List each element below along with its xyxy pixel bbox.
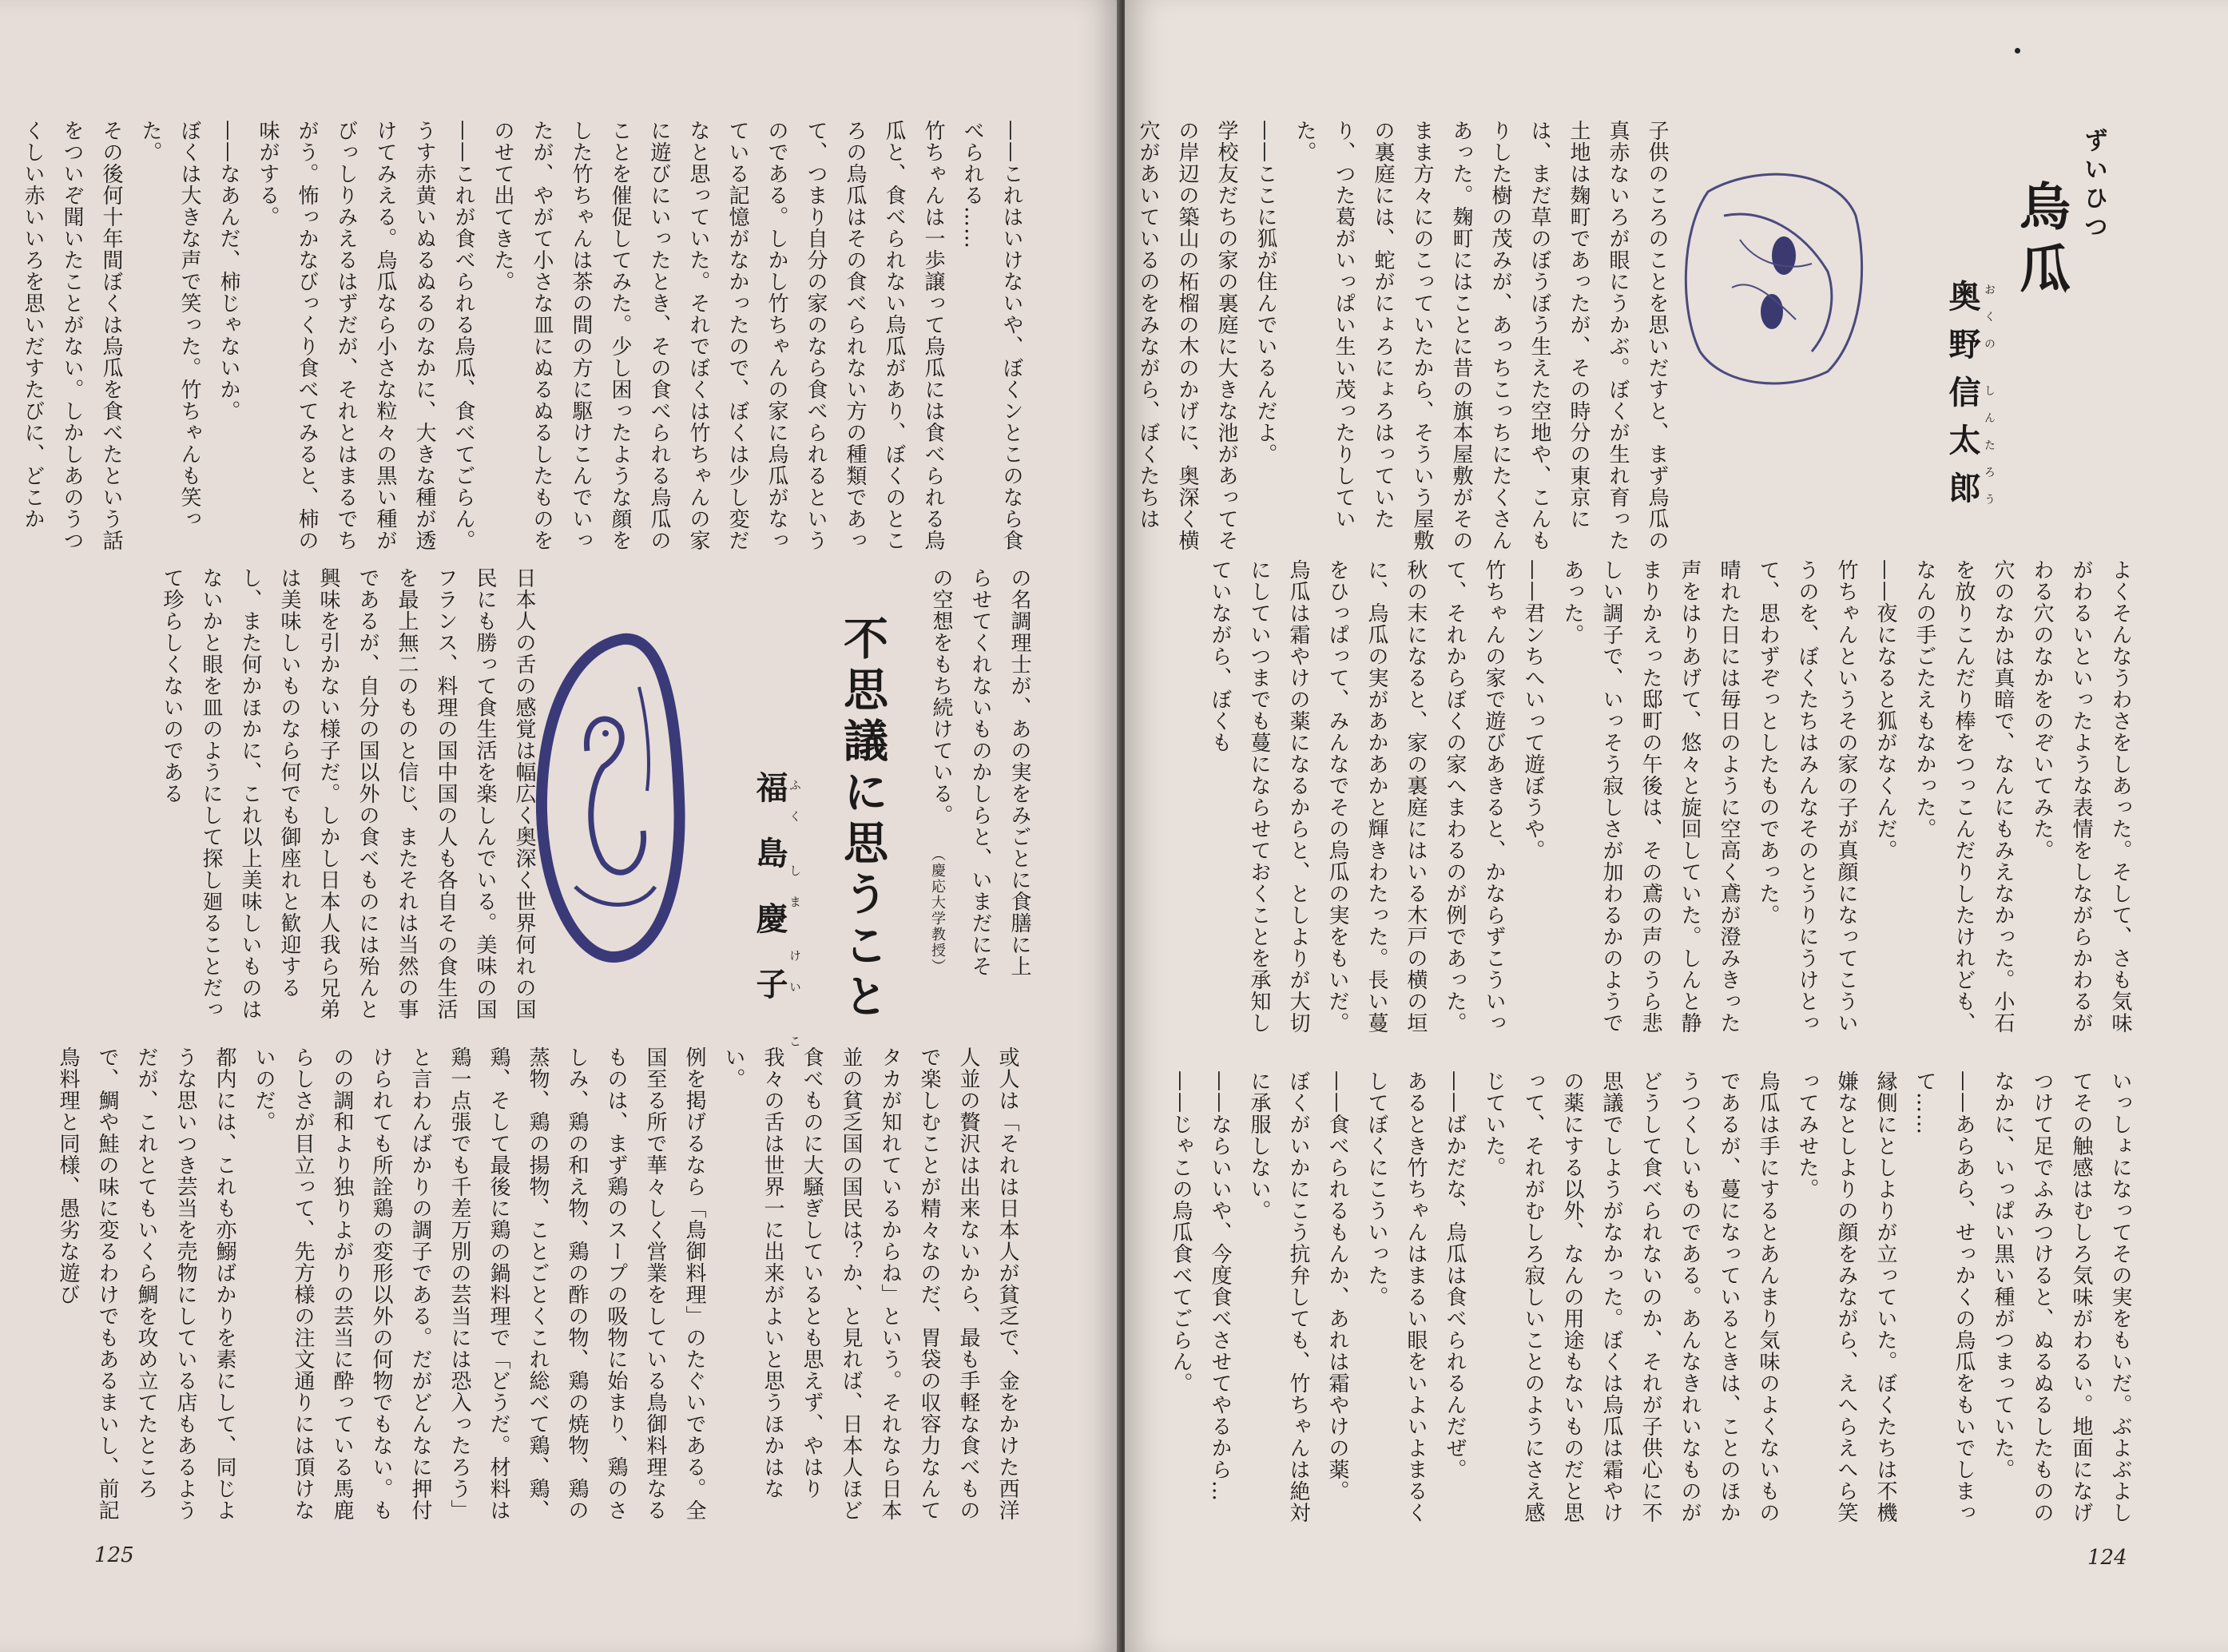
right-page-number: 124 — [2087, 1546, 2127, 1570]
essay1-author-ruby: おくの しんたろう — [1983, 284, 1996, 521]
essay2-intro: 日本人の舌の感覚は幅広く奥深く世界何れの国民にも勝って食生活を楽しんでいる。美味の国フランス、料理の国中国の人も各自その食生活を最上無二のものと信じ、またそれは当然の事であるが、自分の国以外の食べものには殆んと興味を引かない様子だ。しかし日本人我ら兄弟は美味しいものなら何でも御座れと歓迎するし、また何かほかに、これ以上美味しいものはないかと眼を皿のようにして探し廻ることだって珍らしくないのである — [160, 567, 536, 1020]
essay1-ending: の名調理士が、あの実をみごとに食膳に上らせてくれないものかしらと、いまだにその空想をもち続けている。 — [929, 567, 1031, 977]
essay2-author-ruby: ふく しま けい こ — [788, 779, 802, 1066]
left-upper-text: ——これはいけないや、ぼくンとこのなら食べられる…… 竹ちゃんは一歩譲って烏瓜には食べられる烏瓜と、食べられない烏瓜があり、ぼくのところの烏瓜はその食べられない方の種類であって、つまり自分の家のなら食べられるというのである。しかし竹ちゃんの家に烏瓜がなっている記憶がなかったので、ぼくは少し変だなと思っていた。それでぼくは竹ちゃんの家に遊びにいったとき、その食べられる烏瓜のことを催促してみた。少し困ったような顔をした竹ちゃんは茶の間の方に駆けこんでいったが、やがて小さな皿にぬるぬるしたものをのせて出てきた。 ——これが食べられる烏瓜、食べてごらん。 うす赤黄いぬるぬるのなかに、大きな種が透けてみえる。烏瓜なら小さな粒々の黒い種がびっしりみえるはずだが、それとはまるでちがう。怖っかなびっくり食べてみると、柿の味がする。 ——なあんだ、柿じゃないか。 ぼくは大きな声で笑った。竹ちゃんも笑った。 その後何十年間ぼくは烏瓜を食べたという話をついぞ聞いたことがない。しかしあのうつくしい赤いいろを思いだすたびに、どこか — [21, 120, 1023, 551]
essay1-middle: よくそんなうわさをしあった。そして、さも気味がわるいといったような表情をしながらかわるがわる穴のなかをのぞいてみた。 穴のなかは真暗で、なんにもみえなかった。小石を放りこんだり棒をつっこんだりしたけれども、なんの手ごたえもなかった。 ——夜になると狐がなくんだ。 竹ちゃんというその家の子が真顔になってこういうのを、ぼくたちはみんなそのとうりにうけとって、思わずぞっとしたものであった。 晴れた日には毎日のように空高く鳶が澄みきった声をはりあげて、悠々と旋回していた。しんと静まりかえった邸町の午後は、その鳶の声のうら悲しい調子で、いっそう寂しさが加わるかのようであった。 ——君ンちへいって遊ぼうや。 竹ちゃんの家で遊びあきると、かならずこういって、それからぼくの家へまわるのが例であった。 秋の末になると、家の裏庭にはいる木戸の横の垣に、烏瓜の実があかあかと輝きわたった。長い蔓をひっぱって、みんなでその烏瓜の実をもいだ。烏瓜は霜やけの薬になるからと、としよりが大切にしていつまでも蔓にならせておくことを承知していながら、ぼくも — [1208, 559, 2132, 1034]
right-page — [1125, 0, 2228, 1652]
essay2-author: 福島慶子 — [751, 771, 788, 1033]
left-lower-text: 或人は「それは日本人が貧乏で、金をかけた西洋人並の贅沢は出来ないから、最も手軽な食べもので楽しむことが精々なのだ、胃袋の収容力なんてタカが知れているからね」という。それなら日本並の貧乏国の国民は？か、と見れば、日本人ほど食べものに大騒ぎしているとも思えず、やはり我々の舌は世界一に出来がよいと思うほかはない。 例を掲げるなら「鳥御料理」のたぐいである。全国至る所で華々しく営業をしている鳥御料理なるものは、まず鶏のスープの吸物に始まり、鶏のさしみ、鶏の和え物、鶏の酢の物、鶏の焼物、鶏の蒸物、鶏の揚物、ことごとくこれ総べて鶏、鶏、鶏、そして最後に鶏の鍋料理で「どうだ。材料は鶏一点張でも千差万別の芸当には恐入ったろう」と言わんばかりの調子である。だがどんなに押付けられても所詮鶏の変形以外の何物でもない。ものの調和より独りよがりの芸当に酔っている馬鹿らしさが目立って、先方様の注文通りには頂けないのだ。 都内には、これも亦鰯ばかりを素にして、同じような思いつき芸当を売物にしている店もあるようだが、これとてもいくら鯛を攻め立てたところで、鯛や鮭の味に変るわけでもあるまいし、前記鳥料理と同様、愚劣な遊び — [56, 1046, 1019, 1521]
author-affiliation: （慶応大学教授） — [929, 847, 946, 975]
essay2-title: 不思議に思うこと — [836, 615, 889, 1024]
bird-in-oval-illustration — [527, 623, 695, 975]
series-label: ずいひつ — [2079, 128, 2107, 243]
essay1-author: 奥野信太郎 — [1944, 280, 1981, 519]
page-mark — [2015, 48, 2020, 54]
essay1-title: 烏瓜 — [2011, 180, 2071, 304]
essay1-lower: いっしょになってその実をもいだ。ぶよぶよしてその触感はむしろ気味がわるい。地面になげつけて足でふみつけると、ぬるぬるしたもののなかに、いっぱい黒い種がつまっていた。 ——あらあら、せっかくの烏瓜をもいでしまって…… 縁側にとしよりが立っていた。ぼくたちは不機嫌なとしよりの顔をみながら、えへらえへら笑ってみせた。 烏瓜は手にするとあんまり気味のよくないものであるが、蔓になっているときは、ことのほかうつくしいものである。あんなきれいなものがどうして食べられないのか、それが子供心に不思議でしようがなかった。ぼくは烏瓜は霜やけの薬にする以外、なんの用途もないものだと思って、それがむしろ寂しいことのようにさえ感じていた。 ——ばかだな、烏瓜は食べられるんだぜ。 あるとき竹ちゃんはまるい眼をいよいよまるくしてぼくにこういった。 ——食べられるもんか、あれは霜やけの薬。 ぼくがいかにこう抗弁しても、竹ちゃんは絶対に承服しない。 ——ならいいや、今度食べさせてやるから… ——じゃこの烏瓜食べてごらん。 — [1169, 1070, 2132, 1523]
karasuuri-illustration — [1676, 160, 1868, 391]
left-page-number: 125 — [94, 1543, 134, 1567]
essay1-opening: 子供のころのことを思いだすと、まず烏瓜の真赤ないろが眼にうかぶ。ぼくが生れ育った土地は麹町であったが、その時分の東京には、まだ草のぼうぼう生えた空地や、こんもりした樹の茂みが、あっちこっちにたくさんあった。麹町にはことに昔の旗本屋敷がそのまま方々にのこっていたから、そういう屋敷の裏庭には、蛇がにょろにょろはっていたり、つた葛がいっぱい生い茂ったりしていた。 ——ここに狐が住んでいるんだよ。 学校友だちの家の裏庭に大きな池があってその岸辺の築山の柘榴の木のかげに、奥深く横穴があいているのをみながら、ぼくたちは — [1136, 120, 1669, 551]
